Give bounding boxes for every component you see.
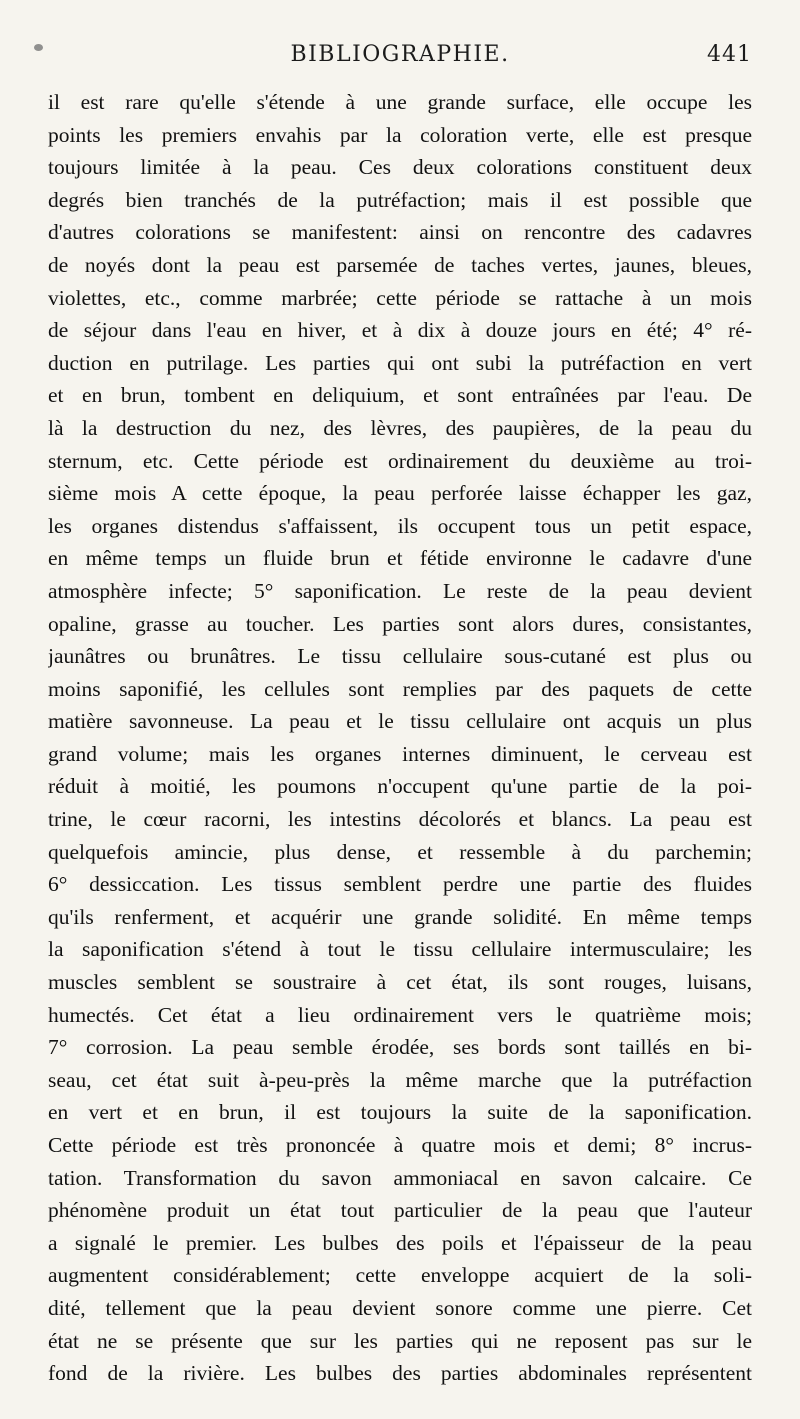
text-line: réduit à moitié, les poumons n'occupent qu'une partie de la poi- bbox=[48, 774, 752, 799]
text-line: seau, cet état suit à-peu-près la même marche que la putréfaction bbox=[48, 1067, 752, 1092]
page-header bbox=[48, 38, 752, 78]
text-line: moins saponifié, les cellules sont remplies par des paquets de cette bbox=[48, 676, 752, 701]
text-line: duction en putrilage. Les parties qui ont subi la putréfaction en vert bbox=[48, 350, 752, 375]
text-line: trine, le cœur racorni, les intestins décolorés et blancs. La peau est bbox=[48, 807, 752, 832]
text-line: a signalé le premier. Les bulbes des poils et l'épaisseur de la peau bbox=[48, 1230, 752, 1255]
text-line: phénomène produit un état tout particulier de la peau que l'auteur bbox=[48, 1198, 752, 1223]
text-line: et en brun, tombent en deliquium, et sont entraînées par l'eau. De bbox=[48, 383, 752, 408]
text-line: dité, tellement que la peau devient sonore comme une pierre. Cet bbox=[48, 1295, 752, 1320]
text-line: les organes distendus s'affaissent, ils occupent tous un petit espace, bbox=[48, 513, 752, 538]
text-line: sternum, etc. Cette période est ordinairement du deuxième au troi- bbox=[48, 448, 752, 473]
text-line: degrés bien tranchés de la putréfaction; mais il est possible que bbox=[48, 187, 752, 212]
text-line: points les premiers envahis par la coloration verte, elle est presque bbox=[48, 122, 752, 147]
text-line: quelquefois amincie, plus dense, et ressemble à du parchemin; bbox=[48, 839, 752, 864]
text-line: état ne se présente que sur les parties qui ne reposent pas sur le bbox=[48, 1328, 752, 1353]
text-line: sième mois A cette époque, la peau perforée laisse échapper les gaz, bbox=[48, 481, 752, 506]
text-line: grand volume; mais les organes internes diminuent, le cerveau est bbox=[48, 741, 752, 766]
text-line: opaline, grasse au toucher. Les parties sont alors dures, consistantes, bbox=[48, 611, 752, 636]
text-line: humectés. Cet état a lieu ordinairement vers le quatrième mois; bbox=[48, 1002, 752, 1027]
text-line: de noyés dont la peau est parsemée de taches vertes, jaunes, bleues, bbox=[48, 252, 752, 277]
text-line: toujours limitée à la peau. Ces deux colorations constituent deux bbox=[48, 155, 752, 180]
text-line: en vert et en brun, il est toujours la suite de la saponification. bbox=[48, 1100, 752, 1125]
text-line: en même temps un fluide brun et fétide environne le cadavre d'une bbox=[48, 546, 752, 571]
text-line: augmentent considérablement; cette enveloppe acquiert de la soli- bbox=[48, 1263, 752, 1288]
text-line: Cette période est très prononcée à quatre mois et demi; 8° incrus- bbox=[48, 1133, 752, 1157]
text-line: la saponification s'étend à tout le tissu cellulaire intermusculaire; les bbox=[48, 937, 752, 962]
text-line: 6° dessiccation. Les tissus semblent perdre une partie des fluides bbox=[48, 872, 752, 897]
text-line: matière savonneuse. La peau et le tissu cellulaire ont acquis un plus bbox=[48, 709, 752, 734]
text-line: violettes, etc., comme marbrée; cette période se rattache à un mois bbox=[48, 285, 752, 310]
text-line: de séjour dans l'eau en hiver, et à dix à douze jours en été; 4° ré- bbox=[48, 318, 752, 343]
text-line: 7° corrosion. La peau semble érodée, ses bords sont taillés en bi- bbox=[48, 1035, 752, 1060]
text-line: muscles semblent se soustraire à cet état, ils sont rouges, luisans, bbox=[48, 970, 752, 995]
text-line: qu'ils renferment, et acquérir une grande solidité. En même temps bbox=[48, 904, 752, 929]
text-line: d'autres colorations se manifestent: ainsi on rencontre des cadavres bbox=[48, 220, 752, 245]
text-line: tation. Transformation du savon ammoniacal en savon calcaire. Ce bbox=[48, 1165, 752, 1190]
text-line: il est rare qu'elle s'étende à une grande surface, elle occupe les bbox=[48, 90, 752, 114]
body-text bbox=[48, 86, 752, 1390]
ink-spot-mark bbox=[34, 44, 43, 51]
text-line: là la destruction du nez, des lèvres, des paupières, de la peau du bbox=[48, 415, 752, 440]
text-line: atmosphère infecte; 5° saponification. Le reste de la peau devient bbox=[48, 578, 752, 603]
text-line: fond de la rivière. Les bulbes des parties abdominales représentent bbox=[48, 1361, 752, 1386]
page-number: 441 bbox=[707, 42, 752, 67]
text-line: jaunâtres ou brunâtres. Le tissu cellulaire sous-cutané est plus ou bbox=[48, 644, 752, 669]
running-title: BIBLIOGRAPHIE. bbox=[290, 42, 510, 67]
